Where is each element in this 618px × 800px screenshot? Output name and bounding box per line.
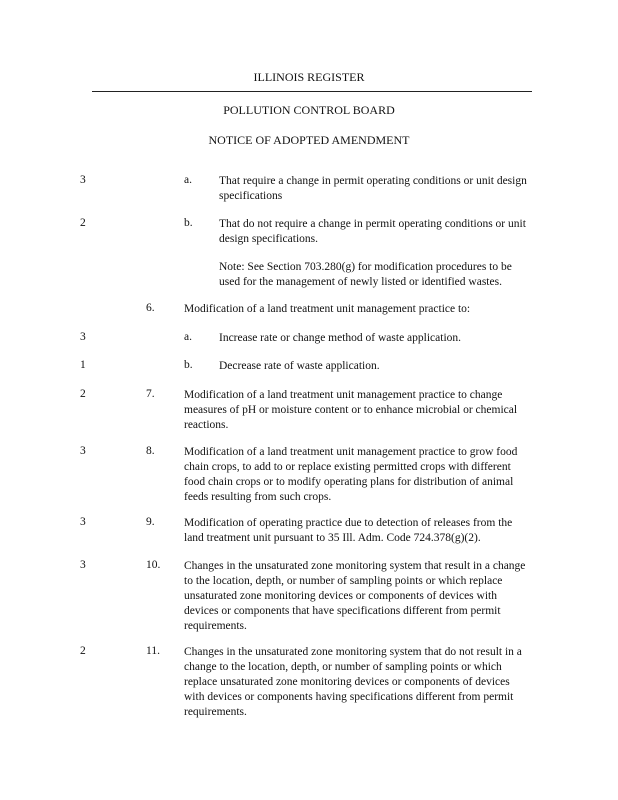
item-text: Changes in the unsaturated zone monitoring system that do not result in a change to the location, depth, or number of sampling points or which replace unsaturated zone monitoring devices or components of devices with devices or components having specifications different from permit requirements. [184, 646, 522, 718]
item-text: Modification of a land treatment unit management practice to: [184, 303, 471, 315]
class-number: 2 [80, 645, 86, 657]
item-text: Decrease rate of waste application. [219, 360, 380, 372]
register-title: ILLINOIS REGISTER [253, 70, 365, 84]
item-text: Modification of a land treatment unit management practice to grow food chain crops, to add to or replace existing permitted crops with different food chain crops or to modify operating plans for distribution of animal feeds resulting from such crops. [184, 446, 518, 503]
class-number: 2 [80, 388, 86, 400]
class-number: 1 [80, 359, 86, 371]
item-number: 8. [146, 445, 155, 457]
notice-title: NOTICE OF ADOPTED AMENDMENT [208, 133, 410, 147]
agency-title: POLLUTION CONTROL BOARD [223, 103, 395, 117]
class-number: 3 [80, 331, 86, 343]
item-number: 6. [146, 302, 155, 314]
item-label: a. [184, 174, 192, 186]
item-number: 10. [146, 559, 161, 571]
class-number: 3 [80, 516, 86, 528]
class-number: 3 [80, 174, 86, 186]
class-number: 3 [80, 559, 86, 571]
item-text: Modification of a land treatment unit management practice to change measures of pH or moisture content or to enhance microbial or chemical reactions. [184, 389, 518, 431]
item-label: a. [184, 331, 192, 343]
class-number: 2 [80, 217, 86, 229]
class-number: 3 [80, 445, 86, 457]
item-number: 9. [146, 516, 155, 528]
item-number: 7. [146, 388, 155, 400]
item-text: That require a change in permit operating conditions or unit design specifications [219, 175, 527, 202]
item-number: 11. [146, 645, 160, 657]
item-text: Increase rate or change method of waste application. [219, 332, 462, 344]
header-rule [92, 91, 532, 92]
item-label: b. [184, 217, 193, 229]
item-label: b. [184, 359, 193, 371]
item-text: Modification of operating practice due to detection of releases from the land treatment unit pursuant to 35 Ill. Adm. Code 724.378(g)(2). [184, 517, 513, 544]
item-text: That do not require a change in permit operating conditions or unit design specifications. [219, 218, 526, 245]
item-text: Changes in the unsaturated zone monitoring system that result in a change to the location, depth, or number of sampling points or which replace unsaturated zone monitoring devices or components of devices with devices or components that have specifications different from permit requirements. [184, 560, 526, 632]
note-text: Note: See Section 703.280(g) for modification procedures to be used for the management of newly listed or identified wastes. [219, 261, 512, 288]
